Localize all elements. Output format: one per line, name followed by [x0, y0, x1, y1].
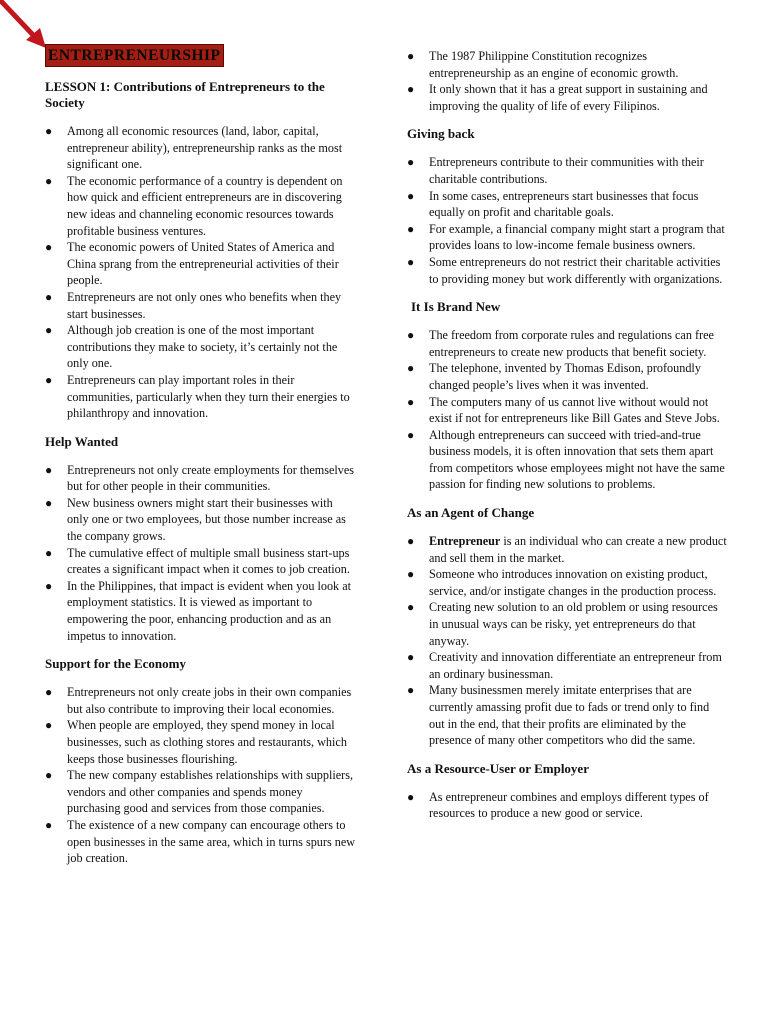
list-item: ● Entrepreneurs can play important roles in their communities, particularly when they turn their energies to philanthropy and innovation. — [45, 372, 350, 421]
bullet-icon: ● — [45, 289, 53, 304]
bullet-icon: ● — [407, 49, 415, 63]
bullet-icon: ● — [407, 254, 415, 269]
list-item: ● The economic powers of United States of America and China sprang from the entrepreneurial activities of their people. — [45, 240, 339, 288]
bullet-icon: ● — [407, 221, 415, 236]
list-item: ● It only shown that it has a great support in sustaining and improving the quality of life of every Filipinos. — [407, 82, 708, 113]
list-item: ● The existence of a new company can encourage others to open businesses in the same area, which in turns spurs new job creation. — [45, 817, 356, 866]
bullet-icon: ● — [45, 817, 53, 832]
bullet-icon: ● — [45, 323, 53, 338]
bullet-icon: ● — [407, 328, 415, 343]
bullet-icon: ● — [407, 534, 415, 549]
bullet-icon: ● — [407, 188, 415, 203]
document-title: ENTREPRENEURSHIP — [45, 44, 224, 67]
bullet-icon: ● — [407, 600, 415, 615]
list-item: ● The telephone, invented by Thomas Edison, profoundly changed people’s lives when it was invented. — [407, 361, 701, 392]
list-item: ● Many businessmen merely imitate enterprises that are currently amassing profit due to fads or trend only to find out in the end, that their profits are eliminated by the presence of many other competitors who did the same. — [407, 683, 710, 748]
bullet-icon: ● — [45, 495, 53, 510]
resource-user-list — [407, 789, 727, 822]
red-arrow-icon — [0, 0, 50, 50]
list-item: ● The new company establishes relationships with suppliers, vendors and other companies and spends money purchasing good and services from those companies. — [45, 768, 354, 816]
bullet-icon: ● — [407, 789, 415, 804]
bullet-icon: ● — [45, 372, 53, 387]
help-wanted-list — [45, 462, 357, 645]
intro-list — [45, 123, 357, 422]
list-item: ● The freedom from corporate rules and regulations can free entrepreneurs to create new products that benefit society. — [407, 328, 714, 359]
list-item: ● Creating new solution to an old problem or using resources in unusual ways can be risky, yet entrepreneurs do that anyway. — [407, 600, 718, 648]
lesson-title: LESSON 1: Contributions of Entrepreneurs to the Society — [45, 79, 325, 110]
list-item: ● Entrepreneurs not only create jobs in their own companies but also contribute to improving their local economies. — [45, 685, 352, 716]
bullet-icon: ● — [45, 768, 53, 783]
bullet-icon: ● — [407, 427, 415, 442]
list-item: ● Entrepreneurs not only create employments for themselves but for other people in their communities. — [45, 462, 354, 494]
term-entrepreneur: Entrepreneur — [429, 534, 501, 549]
giving-back-list — [407, 154, 727, 287]
bullet-icon: ● — [45, 124, 53, 138]
list-item: ● Some entrepreneurs do not restrict their charitable activities to providing money but work differently with organizations. — [407, 254, 723, 286]
section-heading-support-economy: Support for the Economy — [45, 656, 186, 672]
list-item: ● Entrepreneur is an individual who can create a new product and sell them in the market. — [407, 534, 727, 565]
section-heading-brand-new: It Is Brand New — [411, 299, 501, 315]
brand-new-list — [407, 327, 727, 493]
bullet-icon: ● — [407, 650, 415, 665]
left-column — [45, 44, 357, 867]
list-item: ● In some cases, entrepreneurs start businesses that focus equally on profit and charitable goals. — [407, 188, 699, 220]
list-item: ● In the Philippines, that impact is evident when you look at employment statistics. It is viewed as important to empowering the poor, enhancing production and as an impetus to innovation. — [45, 578, 351, 643]
section-heading-giving-back: Giving back — [407, 126, 475, 142]
bullet-icon: ● — [407, 361, 415, 376]
bullet-icon: ● — [407, 394, 415, 409]
bullet-icon: ● — [45, 240, 53, 255]
section-heading-agent-of-change: As an Agent of Change — [407, 505, 535, 521]
list-item: ● The cumulative effect of multiple small business start-ups creates a significant impact when it comes to job creation. — [45, 545, 350, 577]
support-economy-list — [45, 684, 357, 867]
bullet-icon: ● — [45, 462, 53, 477]
list-item: ● The computers many of us cannot live without would not exist if not for entrepreneurs like Bill Gates and Steve Jobs. — [407, 394, 720, 426]
list-item: ● Someone who introduces innovation on existing product, service, and/or instigate changes in the production process. — [407, 567, 717, 598]
bullet-icon: ● — [45, 718, 53, 733]
list-item: ● Entrepreneurs are not only ones who benefits when they start businesses. — [45, 289, 342, 321]
bullet-icon: ● — [407, 683, 415, 698]
list-item: ● New business owners might start their businesses with only one or two employees, but those number increase as the company grows. — [45, 495, 346, 544]
list-item: ● Among all economic resources (land, labor, capital, entrepreneur ability), entrepreneurship ranks as the most significant one. — [45, 124, 343, 172]
bullet-icon: ● — [407, 567, 415, 582]
agent-of-change-list — [407, 533, 727, 749]
bullet-icon: ● — [45, 685, 53, 700]
list-item: ● The economic performance of a country is dependent on how quick and efficient entrepreneurs are in discovering new ideas and channeling economic resources towards profitable business ventures. — [45, 173, 343, 238]
constitution-list — [407, 48, 727, 114]
bullet-icon: ● — [45, 173, 53, 188]
list-item: ● Although job creation is one of the most important contributions they make to society, it’s certainly not the only one. — [45, 323, 338, 371]
list-item: ● As entrepreneur combines and employs different types of resources to produce a new good or service. — [407, 789, 709, 821]
section-heading-help-wanted: Help Wanted — [45, 433, 119, 449]
bullet-icon: ● — [407, 155, 415, 170]
list-item: ● For example, a financial company might start a program that provides loans to low-income female business owners. — [407, 221, 725, 253]
right-column — [407, 48, 727, 822]
bullet-icon: ● — [407, 82, 415, 97]
list-item: ● Creativity and innovation differentiate an entrepreneur from an ordinary businessman. — [407, 650, 722, 681]
list-item: ● Although entrepreneurs can succeed with tried-and-true business models, it is often innovation that sets them apart from competitors whose employees might not have the same passion for finding new solutions to problems. — [407, 427, 725, 492]
list-item: ● When people are employed, they spend money in local businesses, such as clothing stores and restaurants, which keeps those businesses flourishing. — [45, 718, 347, 766]
section-heading-resource-user: As a Resource-User or Employer — [407, 760, 589, 776]
bullet-icon: ● — [45, 578, 53, 593]
list-item: ● Entrepreneurs contribute to their communities with their charitable contributions. — [407, 155, 704, 186]
bullet-icon: ● — [45, 545, 53, 560]
list-item: ● The 1987 Philippine Constitution recognizes entrepreneurship as an engine of economic growth. — [407, 49, 679, 80]
